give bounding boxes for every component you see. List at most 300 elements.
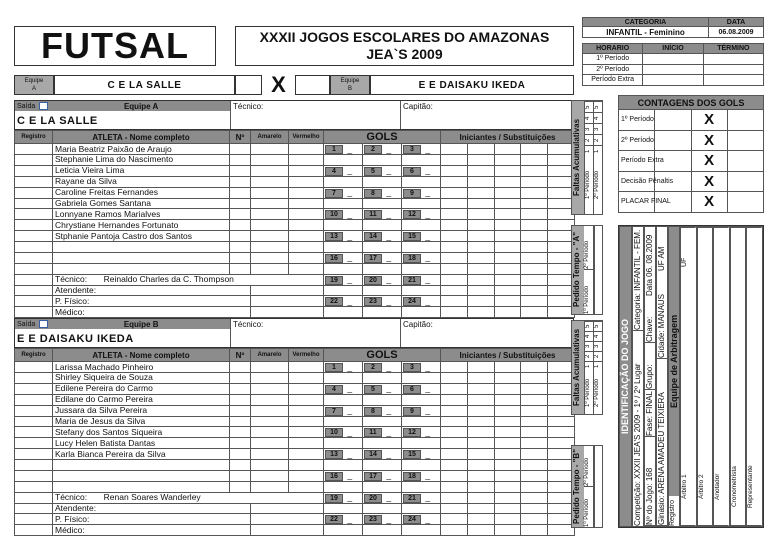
- foul-box[interactable]: 1: [585, 361, 593, 371]
- substitution-field[interactable]: [494, 470, 521, 481]
- timeout-a-field[interactable]: [594, 226, 602, 314]
- number-field[interactable]: [230, 438, 251, 449]
- substitution-field[interactable]: [467, 383, 494, 394]
- goal-player-field[interactable]: _: [421, 231, 441, 242]
- number-field[interactable]: [230, 449, 251, 460]
- official-name-field[interactable]: [698, 267, 713, 448]
- substitution-field[interactable]: [521, 198, 548, 209]
- goal-player-field[interactable]: [421, 373, 441, 384]
- athlete-name[interactable]: Larissa Machado Pinheiro: [53, 362, 230, 373]
- yellow-card-field[interactable]: [251, 470, 289, 481]
- substitution-field[interactable]: [494, 274, 521, 285]
- substitution-field[interactable]: [521, 514, 548, 525]
- athlete-name[interactable]: Edilene Pereira do Carmo: [53, 383, 230, 394]
- substitution-field[interactable]: [467, 231, 494, 242]
- substitution-field[interactable]: [521, 165, 548, 176]
- goal-player-field[interactable]: _: [421, 144, 441, 155]
- goal-player-field[interactable]: _: [421, 187, 441, 198]
- goal-player-field[interactable]: _: [382, 187, 402, 198]
- goal-player-field[interactable]: [343, 155, 363, 166]
- substitution-field[interactable]: [441, 383, 468, 394]
- goal-player-field[interactable]: [421, 460, 441, 471]
- athlete-name[interactable]: Jussara da Silva Pereira: [53, 405, 230, 416]
- start-time-field[interactable]: [643, 54, 703, 65]
- substitution-field[interactable]: [441, 438, 468, 449]
- goal-player-field[interactable]: _: [343, 144, 363, 155]
- number-field[interactable]: [230, 416, 251, 427]
- number-field[interactable]: [230, 405, 251, 416]
- athlete-name[interactable]: Stphanie Pantoja Castro dos Santos: [53, 231, 230, 242]
- substitution-field[interactable]: [521, 449, 548, 460]
- substitution-field[interactable]: [467, 460, 494, 471]
- red-card-field[interactable]: [289, 383, 324, 394]
- substitution-field[interactable]: [441, 460, 468, 471]
- substitution-field[interactable]: [467, 307, 494, 318]
- goal-player-field[interactable]: _: [421, 449, 441, 460]
- substitution-field[interactable]: [494, 514, 521, 525]
- goal-player-field[interactable]: _: [382, 252, 402, 263]
- substitution-field[interactable]: [548, 427, 575, 438]
- substitution-field[interactable]: [494, 144, 521, 155]
- official-name-field[interactable]: [681, 267, 696, 448]
- goal-player-field[interactable]: _: [343, 427, 363, 438]
- goal-player-field[interactable]: [421, 438, 441, 449]
- timeout-b-field[interactable]: [594, 446, 602, 527]
- substitution-field[interactable]: [467, 492, 494, 503]
- yellow-card-field[interactable]: [251, 220, 289, 231]
- registro-field[interactable]: [15, 470, 53, 481]
- substitution-field[interactable]: [441, 296, 468, 307]
- goal-player-field[interactable]: _: [343, 492, 363, 503]
- goal-player-field[interactable]: _: [421, 470, 441, 481]
- yellow-card-field[interactable]: [251, 187, 289, 198]
- goal-player-field[interactable]: [382, 373, 402, 384]
- registro-field[interactable]: [15, 481, 53, 492]
- substitution-field[interactable]: [494, 176, 521, 187]
- substitution-field[interactable]: [494, 307, 521, 318]
- foul-box[interactable]: 3: [585, 341, 593, 351]
- substitution-field[interactable]: [441, 373, 468, 384]
- yellow-card-field[interactable]: [251, 209, 289, 220]
- goal-player-field[interactable]: [421, 285, 441, 296]
- official-name-field[interactable]: [714, 267, 729, 448]
- substitution-field[interactable]: [467, 514, 494, 525]
- goal-player-field[interactable]: [421, 220, 441, 231]
- yellow-card-field[interactable]: [251, 165, 289, 176]
- substitution-field[interactable]: [441, 220, 468, 231]
- goal-player-field[interactable]: [421, 503, 441, 514]
- foul-box[interactable]: 3: [594, 341, 602, 351]
- substitution-field[interactable]: [441, 394, 468, 405]
- substitution-field[interactable]: [494, 373, 521, 384]
- substitution-field[interactable]: [494, 285, 521, 296]
- substitution-field[interactable]: [494, 198, 521, 209]
- number-field[interactable]: [230, 220, 251, 231]
- foul-box[interactable]: 2: [594, 134, 602, 145]
- yellow-card-field[interactable]: [251, 242, 289, 253]
- goal-player-field[interactable]: [382, 460, 402, 471]
- athlete-name[interactable]: Maria Beatriz Paixão de Araujo: [53, 144, 230, 155]
- number-field[interactable]: [230, 481, 251, 492]
- number-field[interactable]: [230, 187, 251, 198]
- team-a-score-field[interactable]: [235, 75, 262, 95]
- substitution-field[interactable]: [494, 525, 521, 536]
- foul-box[interactable]: 1: [585, 145, 593, 156]
- yellow-card-field[interactable]: [251, 155, 289, 166]
- red-card-field[interactable]: [289, 187, 324, 198]
- goal-player-field[interactable]: [382, 176, 402, 187]
- substitution-field[interactable]: [441, 198, 468, 209]
- goal-player-field[interactable]: [421, 242, 441, 253]
- registro-field[interactable]: [15, 460, 53, 471]
- substitution-field[interactable]: [521, 492, 548, 503]
- goal-player-field[interactable]: _: [343, 405, 363, 416]
- yellow-card-field[interactable]: [251, 405, 289, 416]
- goal-player-field[interactable]: _: [421, 405, 441, 416]
- substitution-field[interactable]: [494, 231, 521, 242]
- substitution-field[interactable]: [441, 362, 468, 373]
- goal-player-field[interactable]: _: [343, 252, 363, 263]
- substitution-field[interactable]: [467, 438, 494, 449]
- athlete-name[interactable]: [53, 252, 230, 263]
- substitution-field[interactable]: [467, 394, 494, 405]
- substitution-field[interactable]: [467, 405, 494, 416]
- registro-field[interactable]: [15, 165, 53, 176]
- athlete-name[interactable]: Caroline Freitas Fernandes: [53, 187, 230, 198]
- substitution-field[interactable]: [521, 144, 548, 155]
- substitution-field[interactable]: [467, 263, 494, 274]
- yellow-card-field[interactable]: [251, 263, 289, 274]
- coach-field[interactable]: [231, 319, 401, 347]
- goal-player-field[interactable]: _: [343, 187, 363, 198]
- number-field[interactable]: [230, 362, 251, 373]
- athlete-name[interactable]: Shirley Siqueira de Souza: [53, 373, 230, 384]
- substitution-field[interactable]: [467, 503, 494, 514]
- goal-player-field[interactable]: [421, 394, 441, 405]
- red-card-field[interactable]: [289, 416, 324, 427]
- athlete-name[interactable]: Karla Bianca Pereira da Silva: [53, 449, 230, 460]
- end-time-field[interactable]: [703, 75, 763, 86]
- yellow-card-field[interactable]: [251, 176, 289, 187]
- red-card-field[interactable]: [289, 209, 324, 220]
- substitution-field[interactable]: [521, 155, 548, 166]
- exit-checkbox[interactable]: [39, 320, 48, 328]
- athlete-name[interactable]: Lonnyane Ramos Marialves: [53, 209, 230, 220]
- goal-player-field[interactable]: _: [382, 405, 402, 416]
- athlete-name[interactable]: Maria de Jesus da Silva: [53, 416, 230, 427]
- red-card-field[interactable]: [289, 449, 324, 460]
- coach-field[interactable]: [231, 101, 401, 129]
- number-field[interactable]: [230, 155, 251, 166]
- goal-player-field[interactable]: _: [382, 383, 402, 394]
- substitution-field[interactable]: [521, 362, 548, 373]
- substitution-field[interactable]: [467, 449, 494, 460]
- goal-player-field[interactable]: [382, 242, 402, 253]
- yellow-card-field[interactable]: [251, 427, 289, 438]
- athlete-name[interactable]: Edilane do Carmo Pereira: [53, 394, 230, 405]
- goal-player-field[interactable]: _: [382, 274, 402, 285]
- athlete-name[interactable]: Rayane da Silva: [53, 176, 230, 187]
- staff-row[interactable]: [53, 296, 251, 307]
- goal-player-field[interactable]: [343, 438, 363, 449]
- substitution-field[interactable]: [467, 242, 494, 253]
- goal-player-field[interactable]: [421, 198, 441, 209]
- number-field[interactable]: [230, 209, 251, 220]
- substitution-field[interactable]: [441, 209, 468, 220]
- substitution-field[interactable]: [521, 394, 548, 405]
- goal-player-field[interactable]: _: [343, 209, 363, 220]
- substitution-field[interactable]: [441, 242, 468, 253]
- exit-checkbox[interactable]: [39, 102, 48, 110]
- substitution-field[interactable]: [441, 155, 468, 166]
- goal-player-field[interactable]: [343, 307, 363, 318]
- goal-player-field[interactable]: [421, 416, 441, 427]
- athlete-name[interactable]: Leticia Vieira Lima: [53, 165, 230, 176]
- registro-field[interactable]: [15, 514, 53, 525]
- yellow-card-field[interactable]: [251, 383, 289, 394]
- substitution-field[interactable]: [441, 165, 468, 176]
- substitution-field[interactable]: [494, 460, 521, 471]
- substitution-field[interactable]: [441, 231, 468, 242]
- athlete-name[interactable]: Lucy Helen Batista Dantas: [53, 438, 230, 449]
- team-b-goals-field[interactable]: [727, 151, 763, 172]
- goal-player-field[interactable]: [382, 503, 402, 514]
- athlete-name[interactable]: [53, 263, 230, 274]
- red-card-field[interactable]: [289, 427, 324, 438]
- goal-player-field[interactable]: _: [382, 514, 402, 525]
- staff-row[interactable]: [53, 525, 251, 536]
- substitution-field[interactable]: [441, 503, 468, 514]
- substitution-field[interactable]: [494, 187, 521, 198]
- goal-player-field[interactable]: _: [382, 144, 402, 155]
- registro-field[interactable]: [15, 394, 53, 405]
- goal-player-field[interactable]: [343, 525, 363, 536]
- substitution-field[interactable]: [494, 427, 521, 438]
- uf-field[interactable]: [747, 227, 762, 267]
- red-card-field[interactable]: [289, 176, 324, 187]
- substitution-field[interactable]: [441, 427, 468, 438]
- registro-field[interactable]: [15, 263, 53, 274]
- goal-player-field[interactable]: [421, 307, 441, 318]
- goal-player-field[interactable]: [382, 263, 402, 274]
- foul-box[interactable]: 3: [585, 123, 593, 134]
- yellow-card-field[interactable]: [251, 416, 289, 427]
- substitution-field[interactable]: [521, 252, 548, 263]
- substitution-field[interactable]: [441, 285, 468, 296]
- goal-player-field[interactable]: [343, 460, 363, 471]
- goal-player-field[interactable]: _: [421, 514, 441, 525]
- athlete-name[interactable]: [53, 242, 230, 253]
- athlete-name[interactable]: [53, 481, 230, 492]
- number-field[interactable]: [230, 176, 251, 187]
- staff-row[interactable]: [53, 285, 251, 296]
- substitution-field[interactable]: [494, 362, 521, 373]
- substitution-field[interactable]: [521, 503, 548, 514]
- substitution-field[interactable]: [467, 198, 494, 209]
- substitution-field[interactable]: [467, 416, 494, 427]
- official-name-field[interactable]: [731, 267, 746, 448]
- number-field[interactable]: [230, 198, 251, 209]
- registro-field[interactable]: [15, 405, 53, 416]
- registro-field[interactable]: [15, 416, 53, 427]
- goal-player-field[interactable]: _: [382, 165, 402, 176]
- substitution-field[interactable]: [494, 220, 521, 231]
- substitution-field[interactable]: [494, 383, 521, 394]
- substitution-field[interactable]: [467, 176, 494, 187]
- foul-box[interactable]: 3: [594, 123, 602, 134]
- registro-field[interactable]: [15, 427, 53, 438]
- goal-player-field[interactable]: [343, 220, 363, 231]
- substitution-field[interactable]: [467, 155, 494, 166]
- substitution-field[interactable]: [521, 460, 548, 471]
- number-field[interactable]: [230, 383, 251, 394]
- substitution-field[interactable]: [441, 416, 468, 427]
- captain-field[interactable]: [401, 101, 573, 129]
- registro-field[interactable]: [15, 525, 53, 536]
- substitution-field[interactable]: [467, 296, 494, 307]
- goal-player-field[interactable]: [421, 155, 441, 166]
- red-card-field[interactable]: [289, 165, 324, 176]
- red-card-field[interactable]: [289, 373, 324, 384]
- goal-player-field[interactable]: [421, 481, 441, 492]
- substitution-field[interactable]: [548, 416, 575, 427]
- substitution-field[interactable]: [494, 296, 521, 307]
- substitution-field[interactable]: [521, 263, 548, 274]
- goal-player-field[interactable]: [343, 285, 363, 296]
- yellow-card-field[interactable]: [251, 362, 289, 373]
- substitution-field[interactable]: [467, 187, 494, 198]
- uf-field[interactable]: [714, 227, 729, 267]
- registro-field[interactable]: [15, 503, 53, 514]
- red-card-field[interactable]: [289, 144, 324, 155]
- substitution-field[interactable]: [467, 427, 494, 438]
- foul-box[interactable]: 2: [594, 351, 602, 361]
- number-field[interactable]: [230, 460, 251, 471]
- substitution-field[interactable]: [467, 481, 494, 492]
- substitution-field[interactable]: [441, 492, 468, 503]
- goal-player-field[interactable]: [343, 176, 363, 187]
- red-card-field[interactable]: [289, 481, 324, 492]
- substitution-field[interactable]: [441, 470, 468, 481]
- goal-player-field[interactable]: _: [382, 231, 402, 242]
- substitution-field[interactable]: [441, 252, 468, 263]
- goal-player-field[interactable]: [382, 438, 402, 449]
- substitution-field[interactable]: [441, 176, 468, 187]
- substitution-field[interactable]: [521, 383, 548, 394]
- foul-box[interactable]: 5: [594, 321, 602, 331]
- yellow-card-field[interactable]: [251, 449, 289, 460]
- number-field[interactable]: [230, 242, 251, 253]
- goal-player-field[interactable]: [343, 503, 363, 514]
- goal-player-field[interactable]: [382, 220, 402, 231]
- foul-box[interactable]: 2: [585, 134, 593, 145]
- staff-row[interactable]: [53, 514, 251, 525]
- yellow-card-field[interactable]: [251, 481, 289, 492]
- registro-field[interactable]: [15, 220, 53, 231]
- foul-box[interactable]: 5: [585, 321, 593, 331]
- yellow-card-field[interactable]: [251, 394, 289, 405]
- substitution-field[interactable]: [494, 209, 521, 220]
- number-field[interactable]: [230, 373, 251, 384]
- goal-player-field[interactable]: _: [382, 296, 402, 307]
- substitution-field[interactable]: [521, 220, 548, 231]
- goal-player-field[interactable]: [421, 176, 441, 187]
- athlete-name[interactable]: Stephanie Lima do Nascimento: [53, 155, 230, 166]
- goal-player-field[interactable]: _: [421, 492, 441, 503]
- yellow-card-field[interactable]: [251, 373, 289, 384]
- goal-player-field[interactable]: [382, 525, 402, 536]
- end-time-field[interactable]: [703, 64, 763, 75]
- red-card-field[interactable]: [289, 155, 324, 166]
- goal-player-field[interactable]: [343, 242, 363, 253]
- substitution-field[interactable]: [521, 373, 548, 384]
- red-card-field[interactable]: [289, 198, 324, 209]
- red-card-field[interactable]: [289, 263, 324, 274]
- red-card-field[interactable]: [289, 394, 324, 405]
- goal-player-field[interactable]: _: [421, 252, 441, 263]
- staff-row[interactable]: [53, 274, 324, 285]
- foul-box[interactable]: 1: [594, 361, 602, 371]
- substitution-field[interactable]: [494, 394, 521, 405]
- substitution-field[interactable]: [467, 285, 494, 296]
- yellow-card-field[interactable]: [251, 198, 289, 209]
- goal-player-field[interactable]: [343, 394, 363, 405]
- team-b-goals-field[interactable]: [727, 171, 763, 192]
- number-field[interactable]: [230, 144, 251, 155]
- number-field[interactable]: [230, 165, 251, 176]
- number-field[interactable]: [230, 394, 251, 405]
- substitution-field[interactable]: [467, 525, 494, 536]
- registro-field[interactable]: [15, 231, 53, 242]
- yellow-card-field[interactable]: [251, 231, 289, 242]
- registro-field[interactable]: [15, 373, 53, 384]
- substitution-field[interactable]: [441, 144, 468, 155]
- substitution-field[interactable]: [521, 416, 548, 427]
- uf-field[interactable]: [731, 227, 746, 267]
- captain-field[interactable]: [401, 319, 573, 347]
- substitution-field[interactable]: [441, 449, 468, 460]
- goal-player-field[interactable]: [343, 198, 363, 209]
- yellow-card-field[interactable]: [251, 252, 289, 263]
- substitution-field[interactable]: [441, 187, 468, 198]
- goal-player-field[interactable]: _: [343, 296, 363, 307]
- goal-player-field[interactable]: _: [421, 383, 441, 394]
- goal-player-field[interactable]: _: [343, 231, 363, 242]
- uf-field[interactable]: [698, 227, 713, 267]
- substitution-field[interactable]: [441, 405, 468, 416]
- substitution-field[interactable]: [521, 307, 548, 318]
- start-time-field[interactable]: [643, 64, 703, 75]
- athlete-name[interactable]: Stefany dos Santos Siqueira: [53, 427, 230, 438]
- registro-field[interactable]: [15, 285, 53, 296]
- substitution-field[interactable]: [521, 470, 548, 481]
- substitution-field[interactable]: [467, 252, 494, 263]
- foul-box[interactable]: 4: [594, 112, 602, 123]
- goal-player-field[interactable]: [382, 481, 402, 492]
- registro-field[interactable]: [15, 242, 53, 253]
- substitution-field[interactable]: [467, 220, 494, 231]
- goal-player-field[interactable]: _: [343, 274, 363, 285]
- substitution-field[interactable]: [521, 438, 548, 449]
- substitution-field[interactable]: [521, 231, 548, 242]
- registro-field[interactable]: [15, 144, 53, 155]
- athlete-name[interactable]: [53, 460, 230, 471]
- goal-player-field[interactable]: _: [343, 362, 363, 373]
- number-field[interactable]: [230, 231, 251, 242]
- substitution-field[interactable]: [494, 405, 521, 416]
- substitution-field[interactable]: [494, 165, 521, 176]
- registro-field[interactable]: [15, 155, 53, 166]
